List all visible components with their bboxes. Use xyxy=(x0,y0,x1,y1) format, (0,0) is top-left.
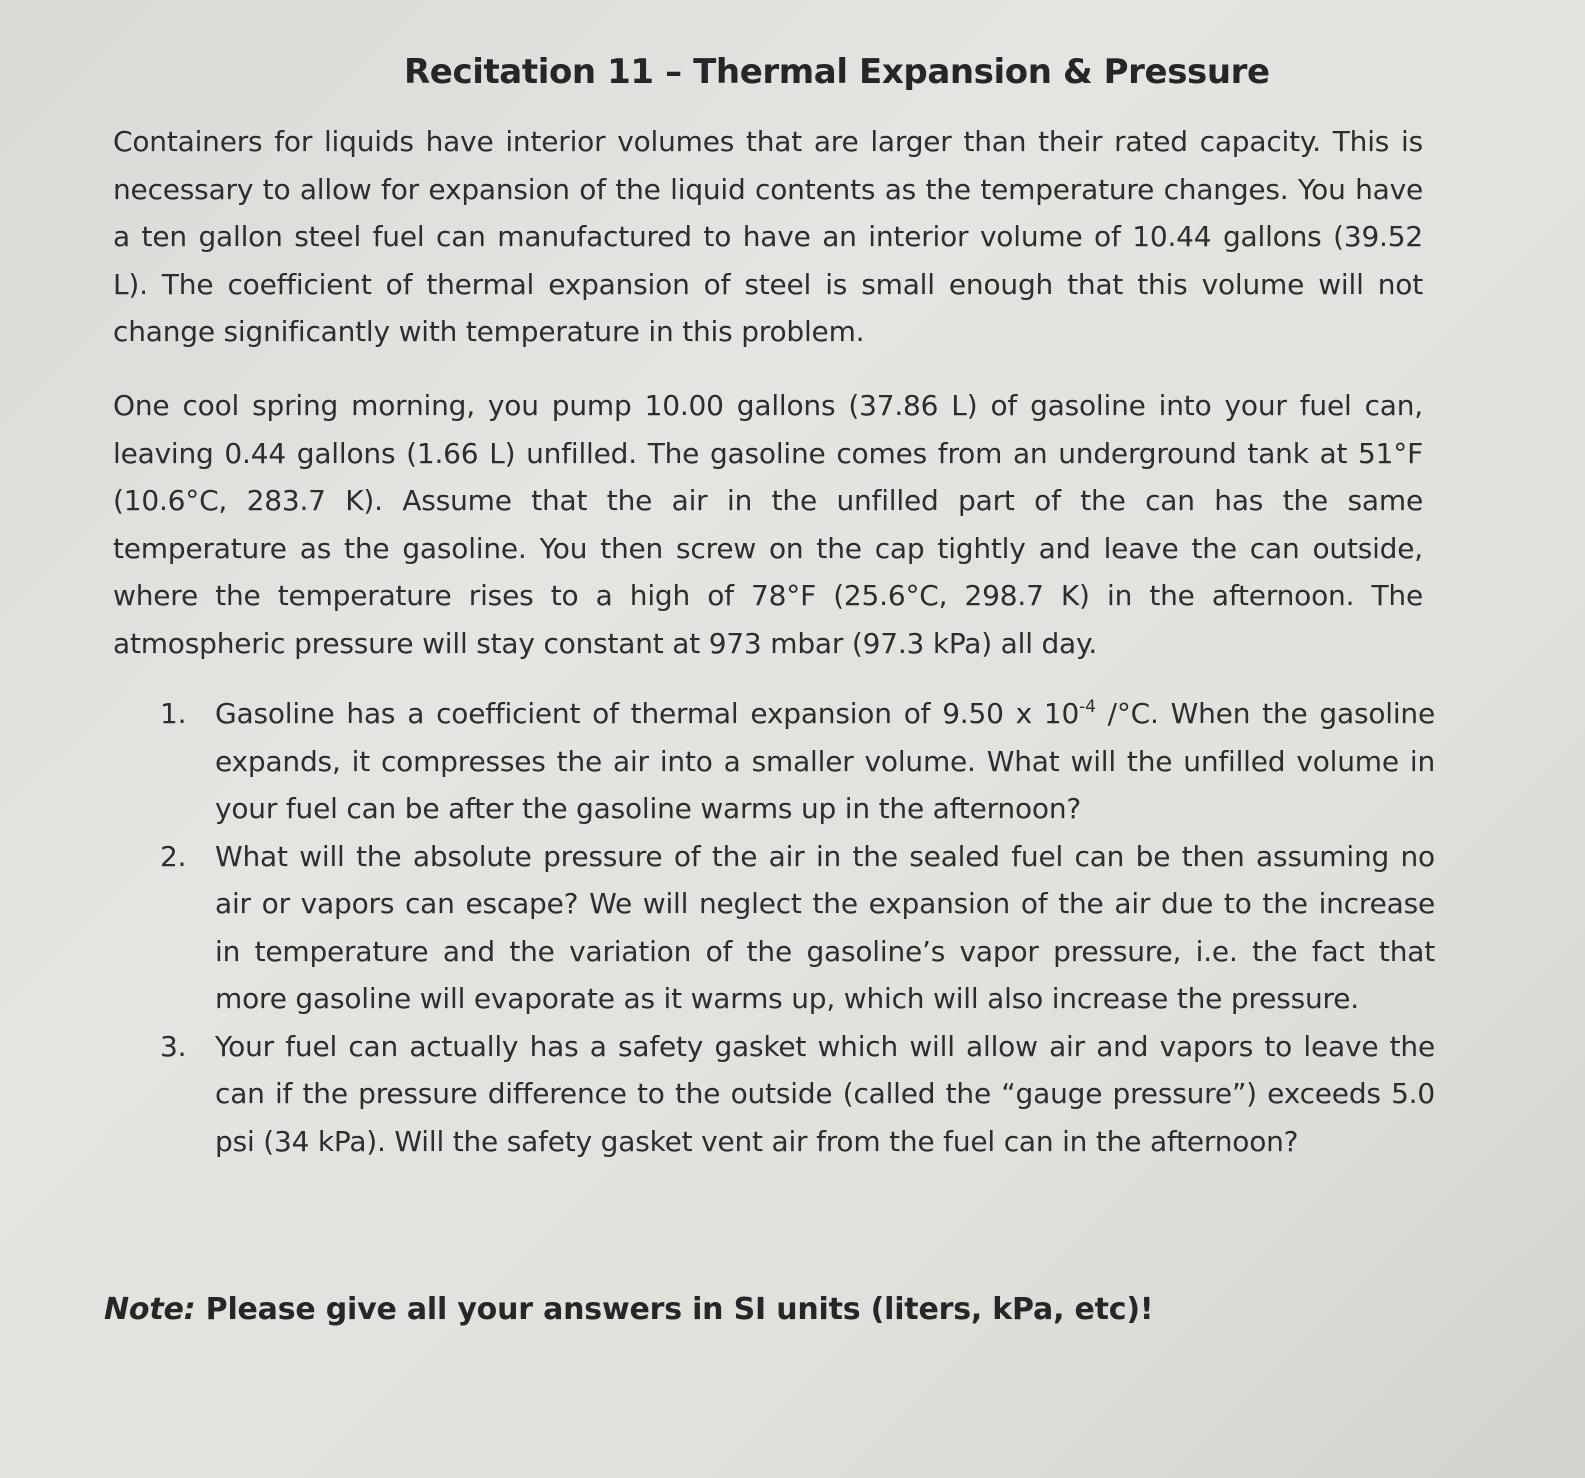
scenario-paragraph: One cool spring morning, you pump 10.00 gallons (37.86 L) of gasoline into your fuel can, leaving 0.44 gallons (1.66 L) unfilled. The gasoline comes from an underground tank at 51°F (10.6°C, 283.7 K). Assume that the air in the unfilled part of the can has the same temperature as the gasoline. You then screw on the cap tightly and leave the can outside, where the temperature rises to a high of 78°F (25.6°C, 298.7 K) in the afternoon. The atmospheric pressure will stay constant at 973 mbar (97.3 kPa) all day. xyxy=(113,389,1423,660)
question-text-part: /°C. When the gasoline expands, it compresses the air into a smaller volume. What will the unfilled volume in your fuel can be after the gasoline warms up in the afternoon? xyxy=(215,697,1435,825)
question-item-3 xyxy=(160,1023,1435,1166)
note-label: Note: xyxy=(104,1292,196,1327)
question-text: What will the absolute pressure of the air in the sealed fuel can be then assuming no air or vapors can escape? We will neglect the expansion of the air due to the increase in temperature and the variation of the gasoline’s vapor pressure, i.e. the fact that more gasoline will evaporate as it warms up, which will also increase the pressure. xyxy=(215,839,1435,1015)
question-number: 1. xyxy=(160,697,187,730)
question-item-2 xyxy=(160,833,1435,1023)
question-item-1 xyxy=(160,690,1435,833)
page-title: Recitation 11 – Thermal Expansion & Pressure xyxy=(404,52,1270,92)
note-text: Please give all your answers in SI units (liters, kPa, etc)! xyxy=(195,1292,1154,1327)
intro-paragraph: Containers for liquids have interior volumes that are larger than their rated capacity. This is necessary to allow for expansion of the liquid contents as the temperature changes. You have a ten gallon steel fuel can manufactured to have an interior volume of 10.44 gallons (39.52 L). The coefficient of thermal expansion of steel is small enough that this volume will not change significantly with temperature in this problem. xyxy=(113,125,1423,348)
question-number: 2. xyxy=(160,839,187,873)
exponent: -4 xyxy=(1079,697,1096,717)
question-list xyxy=(160,690,1435,1165)
question-text: Your fuel can actually has a safety gasket which will allow air and vapors to leave the can if the pressure difference to the outside (called the “gauge pressure”) exceeds 5.0 psi (34 kPa). Will the safety gasket vent air from the fuel can in the afternoon? xyxy=(215,1029,1435,1158)
note-line xyxy=(104,1292,1153,1327)
question-number: 3. xyxy=(160,1029,187,1063)
question-text-part: Gasoline has a coefficient of thermal expansion of 9.50 x 10 xyxy=(215,697,1080,730)
question-text xyxy=(215,697,1435,825)
